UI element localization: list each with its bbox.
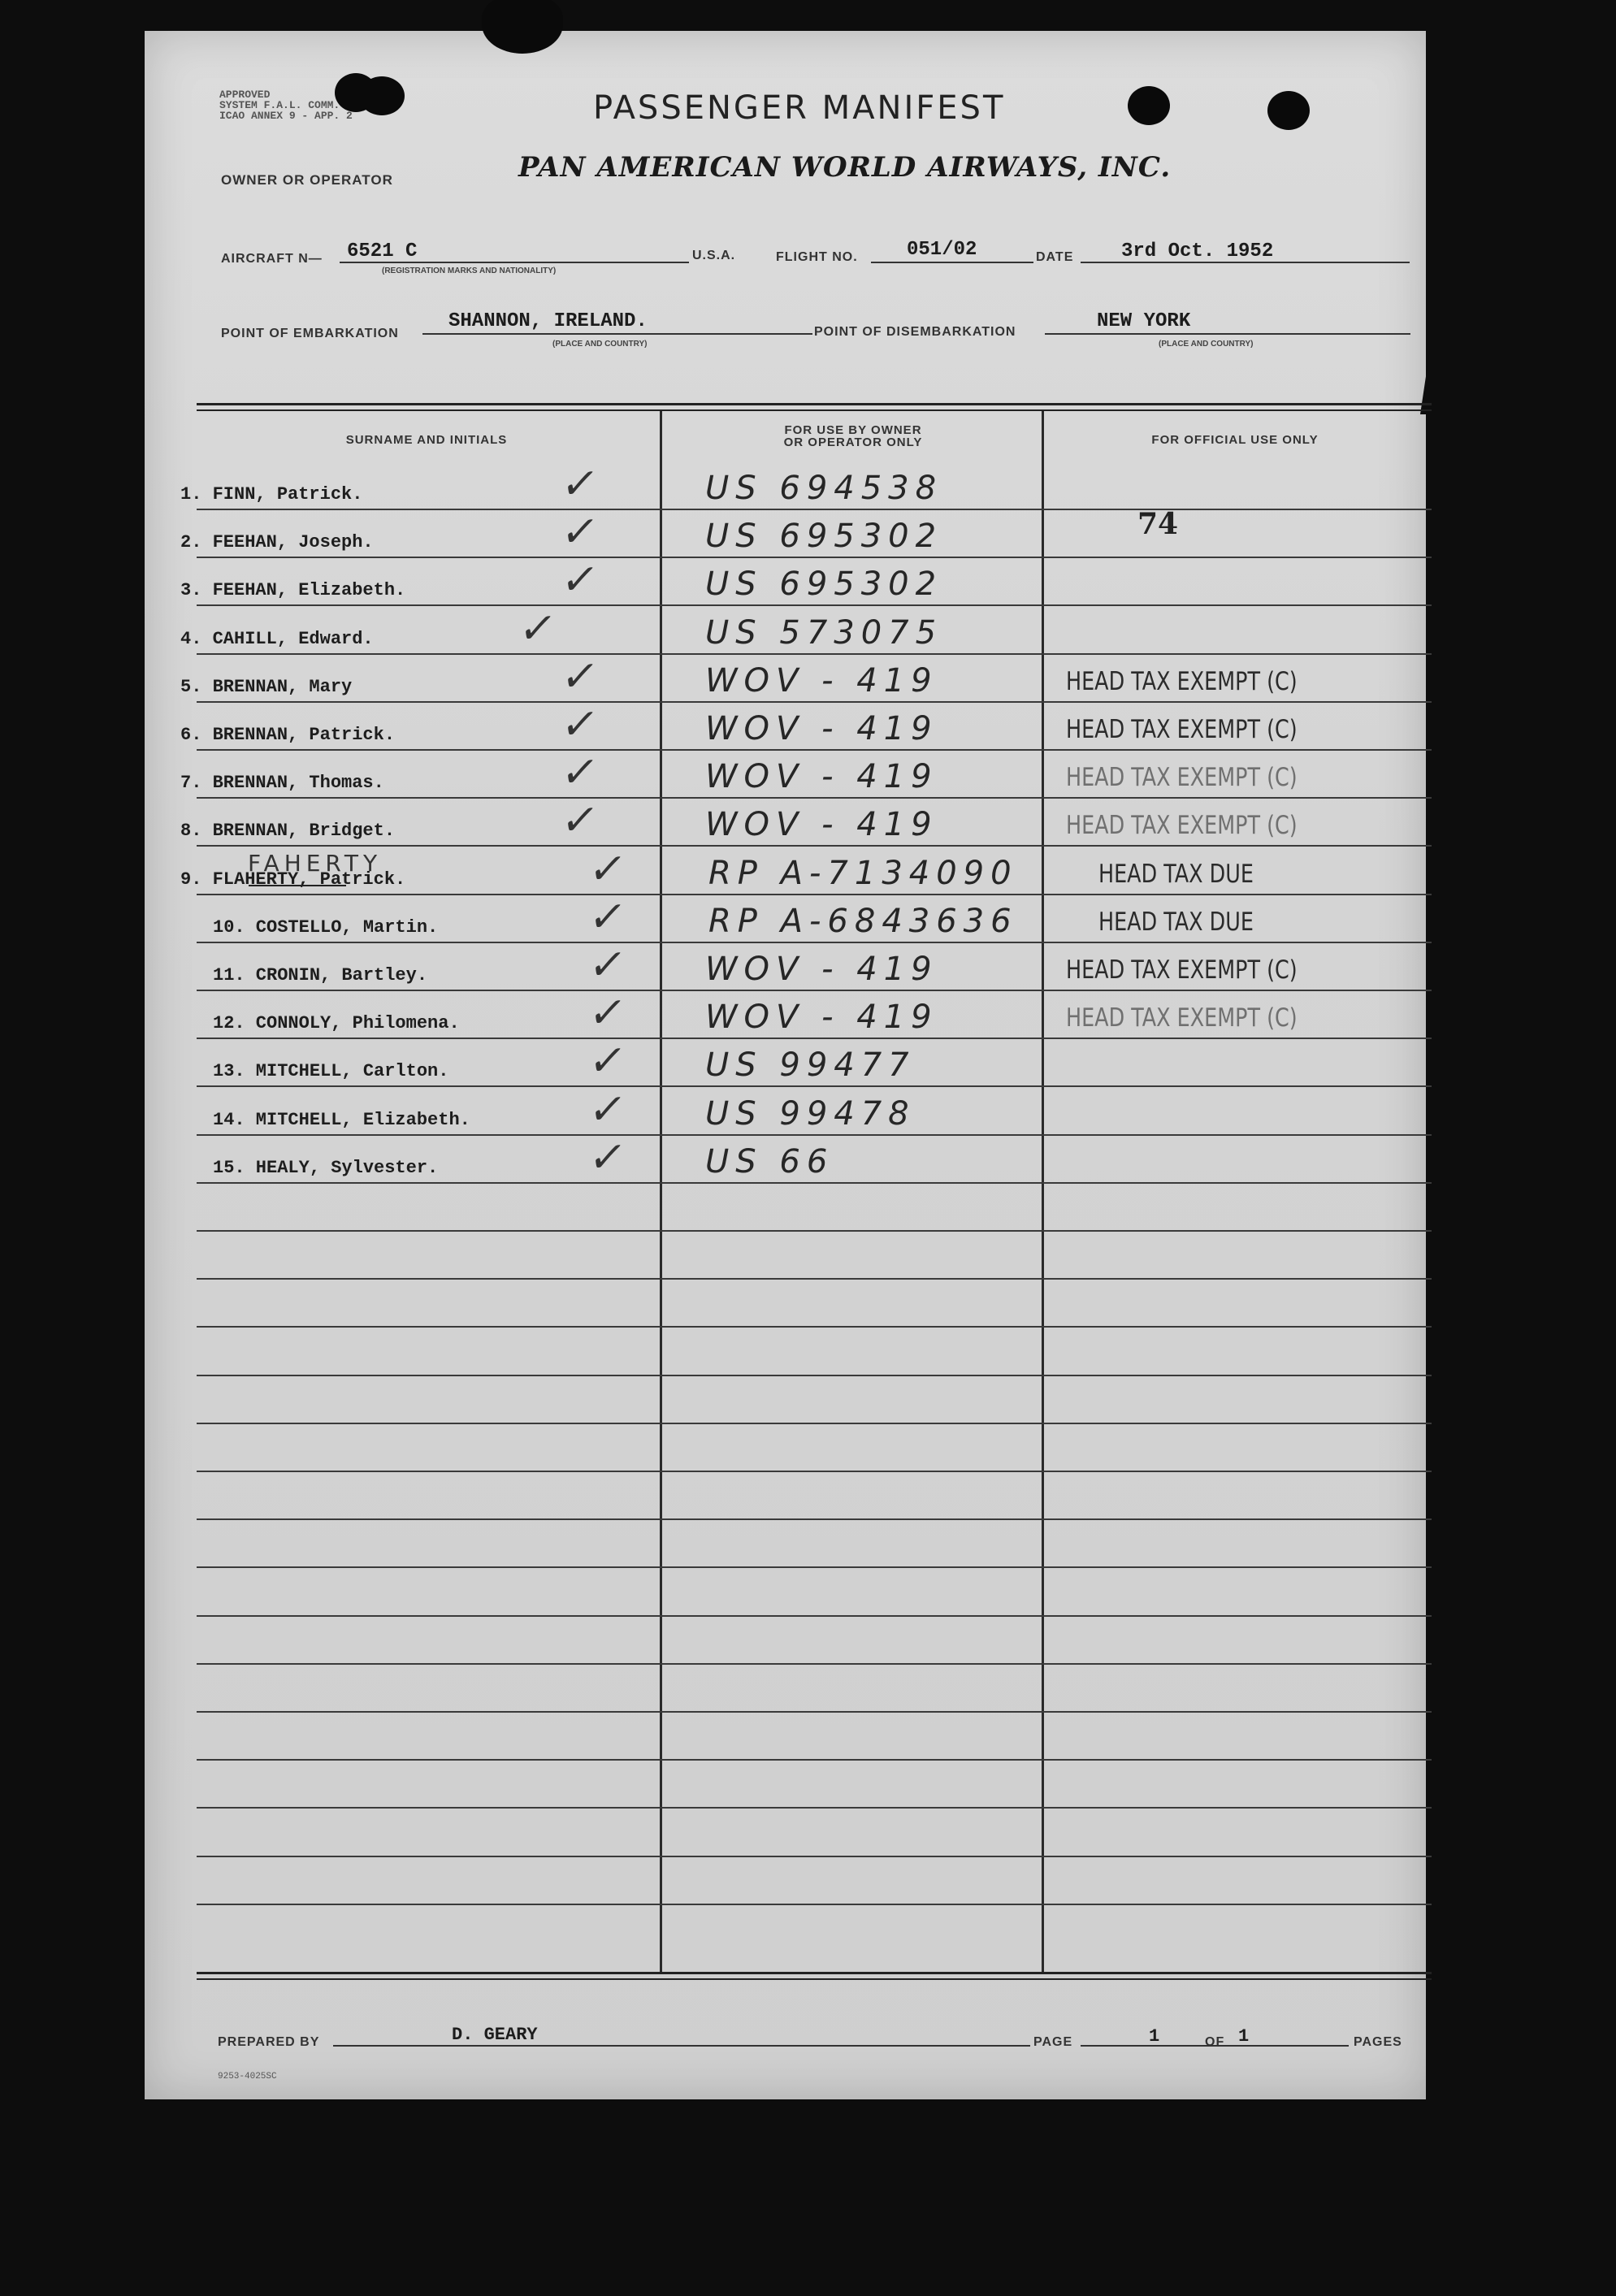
form-code: 9253-4025SC: [218, 2072, 277, 2082]
row-rule: [197, 845, 1432, 847]
column-divider: [1042, 411, 1044, 1972]
official-stamp: HEAD TAX EXEMPT (C): [1066, 811, 1298, 841]
document-number: US 573075: [705, 613, 943, 652]
punch-hole: [1267, 91, 1310, 130]
check-mark-icon: ✓: [585, 1085, 630, 1134]
usa-label: U.S.A.: [692, 249, 736, 262]
row-rule: [197, 1085, 1432, 1087]
row-rule: [197, 942, 1432, 943]
check-mark-icon: ✓: [557, 796, 602, 846]
passenger-name: 7. BRENNAN, Thomas.: [180, 773, 384, 794]
check-mark-icon: ✓: [557, 700, 602, 749]
airline-name: PAN AMERICAN WORLD AIRWAYS, INC.: [518, 151, 1172, 184]
row-rule: [197, 604, 1432, 606]
date-label: DATE: [1036, 250, 1074, 264]
column-header-official: FOR OFFICIAL USE ONLY: [1151, 433, 1319, 447]
strikethrough: [249, 885, 346, 886]
official-stamp: HEAD TAX EXEMPT (C): [1066, 666, 1298, 696]
row-rule: [197, 990, 1432, 991]
prepared-by-underline: [333, 2045, 1030, 2047]
of-label: OF: [1205, 2035, 1225, 2049]
date-underline: [1081, 262, 1410, 263]
column-header-owner-use: [674, 424, 1032, 448]
embarkation-underline: [422, 333, 812, 335]
embarkation-sublabel: (PLACE AND COUNTRY): [552, 340, 648, 349]
aircraft-underline: [340, 262, 689, 263]
passenger-name: 3. FEEHAN, Elizabeth.: [180, 580, 406, 601]
check-mark-icon: ✓: [585, 892, 630, 942]
check-mark-icon: ✓: [585, 941, 630, 990]
passenger-name: 13. MITCHELL, Carlton.: [213, 1061, 449, 1082]
row-rule: [197, 1615, 1432, 1617]
passenger-name: 12. CONNOLY, Philomena.: [213, 1013, 460, 1034]
document-number: US 695302: [705, 518, 943, 556]
aircraft-sublabel: (REGISTRATION MARKS AND NATIONALITY): [382, 266, 557, 275]
faherty-correction: FAHERTY: [248, 850, 383, 877]
flight-underline: [871, 262, 1033, 263]
check-mark-icon: ✓: [557, 556, 602, 605]
check-mark-icon: ✓: [585, 1133, 630, 1182]
row-rule: [197, 1663, 1432, 1665]
document-number: RP A-7134090: [708, 854, 1018, 892]
row-rule: [197, 1566, 1432, 1568]
flight-value: 051/02: [907, 239, 977, 261]
document-number: WOV - 419: [705, 806, 938, 844]
passenger-name: 2. FEEHAN, Joseph.: [180, 532, 374, 553]
row-rule: [197, 1904, 1432, 1905]
punch-hole: [359, 76, 405, 115]
passenger-name: 9. FLAHERTY, Patrick.: [180, 869, 406, 890]
column-header-owner-line: FOR USE BY OWNER: [784, 423, 922, 437]
document-number: US 66: [705, 1142, 834, 1180]
passenger-name: 5. BRENNAN, Mary: [180, 676, 353, 697]
page-label: PAGE: [1033, 2035, 1073, 2049]
row-rule: [197, 1134, 1432, 1136]
check-mark-icon: ✓: [557, 508, 602, 557]
disembarkation-label: POINT OF DISEMBARKATION: [814, 325, 1016, 339]
check-mark-icon: ✓: [557, 460, 602, 509]
official-stamp: HEAD TAX DUE: [1098, 907, 1254, 937]
disembarkation-underline: [1045, 333, 1410, 335]
row-rule: [197, 1278, 1432, 1280]
document-number: WOV - 419: [705, 661, 938, 700]
prepared-by-label: PREPARED BY: [218, 2035, 320, 2049]
check-mark-icon: ✓: [515, 604, 560, 653]
date-value: 3rd Oct. 1952: [1121, 240, 1274, 262]
page-underline: [1081, 2045, 1349, 2047]
stamp-line: APPROVED: [219, 89, 271, 101]
row-rule: [197, 1759, 1432, 1761]
check-mark-icon: ✓: [585, 1037, 630, 1086]
document-number: WOV - 419: [705, 999, 938, 1037]
row-rule: [197, 1230, 1432, 1232]
passenger-name: 10. COSTELLO, Martin.: [213, 916, 439, 938]
document-number: US 99477: [705, 1046, 916, 1085]
aircraft-value: 6521 C: [347, 240, 418, 262]
column-header-owner-line: OR OPERATOR ONLY: [783, 435, 923, 449]
check-mark-icon: ✓: [557, 652, 602, 701]
row-rule: [197, 1471, 1432, 1472]
flight-label: FLIGHT NO.: [776, 250, 858, 264]
stamp-line: ICAO ANNEX 9 - APP. 2: [219, 110, 353, 122]
approval-stamp: [219, 89, 353, 121]
disembarkation-value: NEW YORK: [1097, 310, 1191, 332]
document-number: RP A-6843636: [708, 902, 1018, 940]
check-mark-icon: ✓: [585, 989, 630, 1038]
passenger-name: 8. BRENNAN, Bridget.: [180, 821, 396, 842]
document-number: WOV - 419: [705, 951, 938, 988]
row-rule: [197, 701, 1432, 703]
row-rule: [197, 557, 1432, 558]
passenger-name: 4. CAHILL, Edward.: [180, 628, 374, 649]
embarkation-label: POINT OF EMBARKATION: [221, 327, 399, 340]
document-number: US 695302: [705, 565, 943, 604]
check-mark-icon: ✓: [557, 748, 602, 798]
row-rule: [197, 1518, 1432, 1520]
document-number: US 694538: [705, 470, 943, 507]
official-stamp: HEAD TAX EXEMPT (C): [1066, 763, 1298, 793]
row-rule: [197, 1375, 1432, 1376]
row-rule: [197, 1038, 1432, 1039]
row-rule: [197, 1856, 1432, 1857]
passenger-name: 1. FINN, Patrick.: [180, 484, 363, 505]
document-number: WOV - 419: [705, 710, 938, 747]
embarkation-value: SHANNON, IRELAND.: [448, 310, 648, 332]
page-value: 1: [1149, 2026, 1160, 2047]
row-rule: [197, 1807, 1432, 1809]
passenger-name: 15. HEALY, Sylvester.: [213, 1157, 439, 1178]
of-value: 1: [1238, 2026, 1250, 2047]
prepared-by-value: D. GEARY: [452, 2025, 538, 2045]
official-stamp: HEAD TAX EXEMPT (C): [1066, 715, 1298, 744]
owner-operator-label: OWNER OR OPERATOR: [221, 172, 393, 188]
row-rule: [197, 1326, 1432, 1328]
column-header-surname: SURNAME AND INITIALS: [345, 433, 508, 447]
official-number: 74: [1137, 507, 1179, 541]
check-mark-icon: ✓: [585, 844, 630, 894]
table-top-rule: [197, 403, 1432, 411]
official-stamp: HEAD TAX DUE: [1098, 859, 1254, 889]
row-rule: [197, 653, 1432, 655]
row-rule: [197, 1711, 1432, 1713]
row-rule: [197, 749, 1432, 751]
punch-hole: [1128, 86, 1170, 125]
column-divider: [660, 411, 662, 1972]
passenger-name: 6. BRENNAN, Patrick.: [180, 725, 396, 745]
row-rule: [197, 797, 1432, 799]
pages-label: PAGES: [1354, 2035, 1402, 2049]
aircraft-label: AIRCRAFT N—: [221, 252, 323, 266]
document-number: US 99478: [705, 1094, 916, 1133]
table-bottom-rule: [197, 1972, 1432, 1980]
official-stamp: HEAD TAX EXEMPT (C): [1066, 955, 1298, 985]
page-title: PASSENGER MANIFEST: [593, 89, 1006, 127]
row-rule: [197, 1423, 1432, 1424]
official-stamp: HEAD TAX EXEMPT (C): [1066, 1003, 1298, 1033]
row-rule: [197, 509, 1432, 510]
disembarkation-sublabel: (PLACE AND COUNTRY): [1159, 340, 1254, 349]
row-rule: [197, 894, 1432, 895]
document-number: WOV - 419: [705, 758, 938, 796]
stamp-line: SYSTEM F.A.L. COMM.: [219, 99, 340, 111]
passenger-name: 14. MITCHELL, Elizabeth.: [213, 1109, 470, 1130]
row-rule: [197, 1182, 1432, 1184]
passenger-name: 11. CRONIN, Bartley.: [213, 965, 428, 986]
